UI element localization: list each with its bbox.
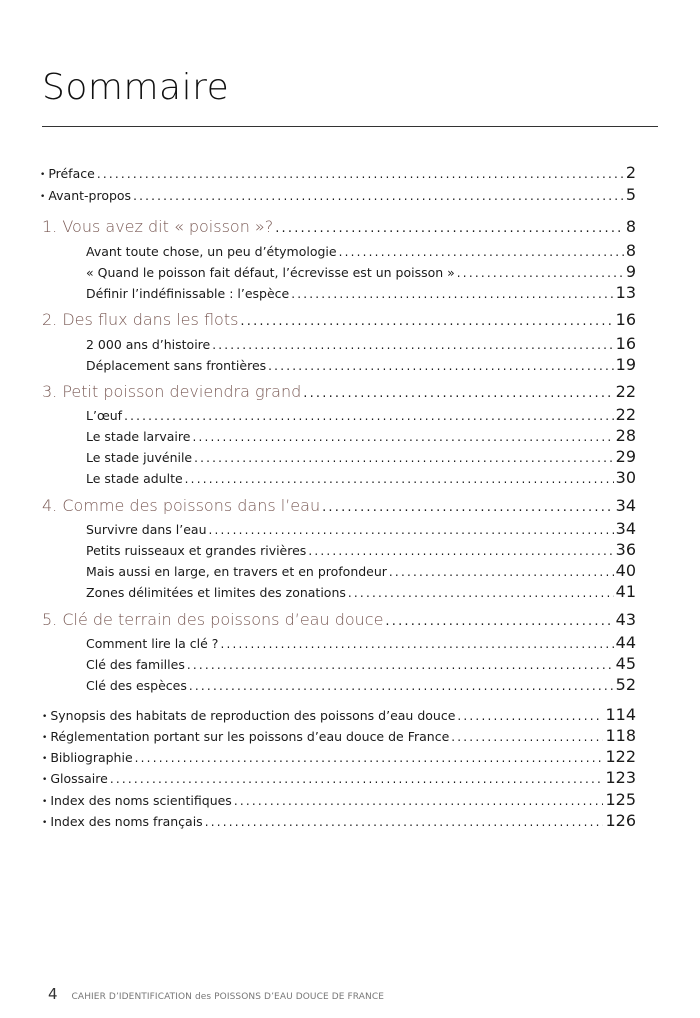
dot-leader <box>240 314 613 329</box>
toc-chapter-3[interactable] <box>42 382 636 401</box>
toc-entry-label: Synopsis des habitats de reproduction des poissons d’eau douce <box>50 708 456 723</box>
dot-leader <box>291 287 613 301</box>
toc-page-number: 122 <box>605 747 636 766</box>
toc-page-number: 16 <box>615 310 636 329</box>
toc-page-number: 28 <box>615 426 636 445</box>
toc-subentry[interactable] <box>86 405 636 424</box>
bullet-icon: • <box>42 712 48 722</box>
bullet-icon: • <box>40 192 46 202</box>
toc-subentry[interactable] <box>86 519 636 538</box>
toc-page-number: 44 <box>615 633 636 652</box>
toc-entry-label: Index des noms scientifiques <box>50 793 232 808</box>
toc-entry-label: Petits ruisseaux et grandes rivières <box>86 543 307 558</box>
toc-page-number: 52 <box>615 675 636 694</box>
toc-page-number: 45 <box>615 654 636 673</box>
toc-entry-label: Mais aussi en large, en travers et en profondeur <box>86 564 387 579</box>
toc-entry-label: Bibliographie <box>50 750 133 765</box>
bullet-icon: • <box>42 797 48 807</box>
toc-subentry[interactable] <box>86 262 636 281</box>
dot-leader <box>339 245 624 259</box>
toc-page-number: 22 <box>615 382 636 401</box>
dot-leader <box>385 614 613 629</box>
toc-page-number: 8 <box>625 217 636 236</box>
bullet-icon: • <box>42 818 48 828</box>
toc-entry-label: Le stade adulte <box>86 471 183 486</box>
dot-leader <box>389 565 614 579</box>
toc-subentry[interactable] <box>86 561 636 580</box>
toc-page-number: 2 <box>625 163 636 182</box>
toc-chapter-5[interactable] <box>42 610 636 629</box>
dot-leader <box>451 730 603 744</box>
toc-page-number: 43 <box>615 610 636 629</box>
page-title: Sommaire <box>42 67 230 108</box>
toc-entry-back[interactable] <box>42 705 636 724</box>
toc-page-number: 9 <box>625 262 636 281</box>
dot-leader <box>194 451 614 465</box>
toc-page-number: 125 <box>605 790 636 809</box>
chapter-title: 2. Des flux dans les flots <box>42 310 239 329</box>
chapter-title: 4. Comme des poissons dans l’eau <box>42 496 321 515</box>
toc-subentry[interactable] <box>86 654 636 673</box>
toc-subentry[interactable] <box>86 540 636 559</box>
toc-entry-label: Comment lire la clé ? <box>86 636 219 651</box>
toc-entry-back[interactable] <box>42 768 636 787</box>
toc-page-number: 13 <box>615 283 636 302</box>
toc-page-number: 29 <box>615 447 636 466</box>
toc-subentry[interactable] <box>86 447 636 466</box>
toc-page-number: 126 <box>605 811 636 830</box>
toc-entry-label: L’œuf <box>86 408 123 423</box>
dot-leader <box>192 430 613 444</box>
toc-subentry[interactable] <box>86 675 636 694</box>
dot-leader <box>303 386 613 401</box>
dot-leader <box>268 359 613 373</box>
bullet-icon: • <box>42 733 48 743</box>
toc-subentry[interactable] <box>86 426 636 445</box>
page-footer <box>48 985 384 1003</box>
toc-page-number: 22 <box>615 405 636 424</box>
toc-entry-label: Clé des familles <box>86 657 185 672</box>
toc-entry-back[interactable] <box>42 790 636 809</box>
page-number: 4 <box>48 985 58 1003</box>
dot-leader <box>189 679 614 693</box>
dot-leader <box>275 221 624 236</box>
dot-leader <box>457 709 603 723</box>
toc-entry-label: Clé des espèces <box>86 678 187 693</box>
dot-leader <box>97 167 624 181</box>
toc-entry-label: Déplacement sans frontières <box>86 358 267 373</box>
toc-page-number: 34 <box>615 519 636 538</box>
toc-page-number: 123 <box>605 768 636 787</box>
toc-page-number: 118 <box>605 726 636 745</box>
toc-page-number: 19 <box>615 355 636 374</box>
toc-entry-label: « Quand le poisson fait défaut, l’écrevisse est un poisson » <box>86 265 455 280</box>
chapter-title: 5. Clé de terrain des poissons d’eau douce <box>42 610 384 629</box>
running-title: CAHIER D’IDENTIFICATION des POISSONS D’EAU DOUCE DE FRANCE <box>71 992 385 1002</box>
bullet-icon: • <box>40 170 46 180</box>
toc-entry-label: Glossaire <box>50 771 108 786</box>
toc-entry-front[interactable] <box>40 163 636 182</box>
toc-subentry[interactable] <box>86 468 636 487</box>
dot-leader <box>234 794 604 808</box>
toc-subentry[interactable] <box>86 355 636 374</box>
toc-entry-label: Le stade juvénile <box>86 450 193 465</box>
toc-entry-label: Le stade larvaire <box>86 429 191 444</box>
toc-entry-label: Réglementation portant sur les poissons d’eau douce de France <box>50 729 450 744</box>
dot-leader <box>322 500 614 515</box>
dot-leader <box>124 409 614 423</box>
dot-leader <box>212 338 613 352</box>
toc-entry-back[interactable] <box>42 747 636 766</box>
dot-leader <box>187 658 614 672</box>
title-divider <box>42 126 658 127</box>
toc-entry-label: Avant toute chose, un peu d’étymologie <box>86 244 337 259</box>
toc-entry-label: Index des noms français <box>50 814 203 829</box>
toc-subentry[interactable] <box>86 633 636 652</box>
bullet-icon: • <box>42 754 48 764</box>
dot-leader <box>220 637 613 651</box>
dot-leader <box>133 189 624 203</box>
toc-entry-label: Zones délimitées et limites des zonations <box>86 585 346 600</box>
toc-entry-label: Définir l’indéfinissable : l’espèce <box>86 286 290 301</box>
dot-leader <box>110 772 604 786</box>
toc-chapter-1[interactable] <box>42 217 636 236</box>
toc-entry-back[interactable] <box>42 726 636 745</box>
chapter-title: 1. Vous avez dit « poisson »? <box>42 217 274 236</box>
dot-leader <box>308 544 613 558</box>
toc-page-number: 30 <box>615 468 636 487</box>
toc-page-number: 5 <box>625 185 636 204</box>
dot-leader <box>185 472 614 486</box>
toc-entry-front[interactable] <box>40 185 636 204</box>
dot-leader <box>457 266 624 280</box>
toc-chapter-4[interactable] <box>42 496 636 515</box>
toc-page-number: 40 <box>615 561 636 580</box>
dot-leader <box>135 751 604 765</box>
toc-page-number: 8 <box>625 241 636 260</box>
toc-entry-label: 2 000 ans d’histoire <box>86 337 211 352</box>
bullet-icon: • <box>42 775 48 785</box>
dot-leader <box>205 815 604 829</box>
dot-leader <box>209 523 614 537</box>
toc-entry-label: Survivre dans l’eau <box>86 522 207 537</box>
toc-page-number: 114 <box>605 705 636 724</box>
toc-page-number: 41 <box>615 582 636 601</box>
dot-leader <box>348 586 614 600</box>
toc-subentry[interactable] <box>86 334 636 353</box>
chapter-title: 3. Petit poisson deviendra grand <box>42 382 302 401</box>
toc-page-number: 34 <box>615 496 636 515</box>
toc-chapter-2[interactable] <box>42 310 636 329</box>
toc-entry-label: Avant-propos <box>48 188 132 203</box>
toc-subentry[interactable] <box>86 582 636 601</box>
toc-page-number: 16 <box>615 334 636 353</box>
toc-page-number: 36 <box>615 540 636 559</box>
toc-subentry[interactable] <box>86 241 636 260</box>
toc-entry-label: Préface <box>48 166 95 181</box>
toc-subentry[interactable] <box>86 283 636 302</box>
toc-entry-back[interactable] <box>42 811 636 830</box>
